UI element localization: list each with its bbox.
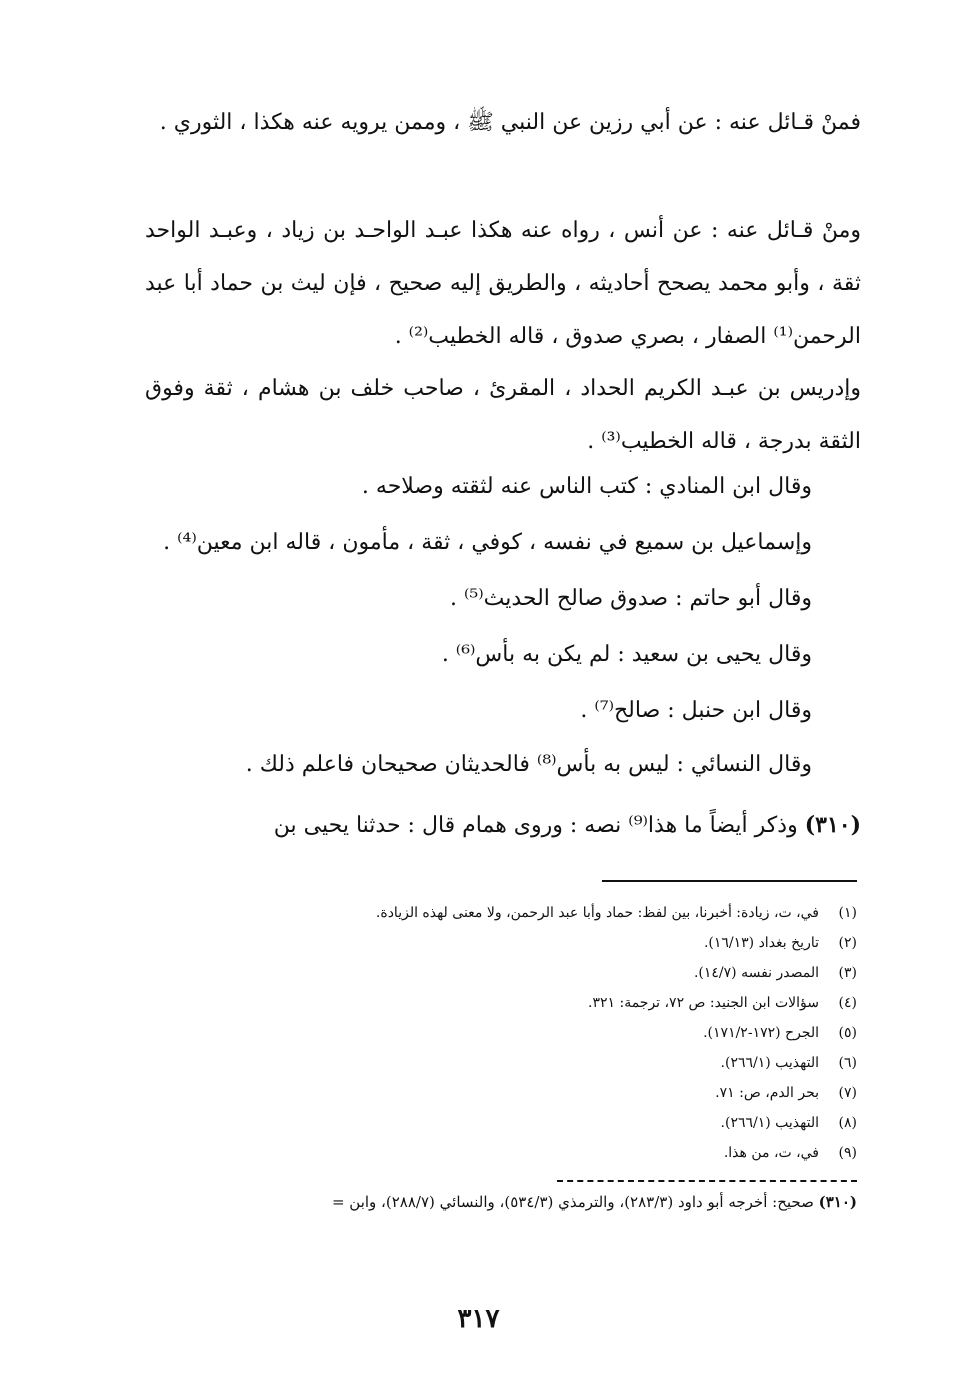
footnote-text: تاريخ بغداد (١٦/١٣). [703,935,819,951]
footnote-number: (٩) [838,1145,857,1161]
footnote-number: (٢) [838,935,857,951]
footnote-text: بحر الدم، ص: ٧١. [715,1085,819,1101]
footnote-text: المصدر نفسه (١٤/٧). [693,965,819,981]
footnote-text: التهذيب (٢٦٦/١). [720,1055,819,1071]
takhrij-note [92,1193,857,1211]
footnote-text: سؤالات ابن الجنيد: ص ٧٢، ترجمة: ٣٢١. [588,995,819,1011]
footnote [137,1018,857,1048]
body-line-ibn-munadi: وقال ابن المنادي : كتب الناس عنه لثقته وصلاحه . [361,474,812,499]
footnote-text: في، ت، من هذا. [723,1145,819,1161]
footnote-number: (١) [838,905,857,921]
hadith-number: (٣١٠) [804,812,861,838]
footnote [137,1078,857,1108]
footnotes [137,898,857,1168]
hadith-line [145,812,861,838]
body-paragraph-3: وإدريس بن عبـد الكريم الحداد ، المقرئ ، صاحب خلف بن هشام ، ثقة وفوق الثقة بدرجة ، قاله الخطيب⁽³⁾ . [145,376,861,454]
footnote-number: (٥) [838,1025,857,1041]
body-line-nasai: وقال النسائي : ليس به بأس⁽⁸⁾ فالحديثان صحيحان فاعلم ذلك . [245,752,812,777]
body-line-ibn-hanbal: وقال ابن حنبل : صالح⁽⁷⁾ . [580,698,812,723]
footnote-number: (٧) [838,1085,857,1101]
footnote-number: (٣) [838,965,857,981]
takhrij-separator [557,1180,857,1182]
takhrij-number: (٣١٠) [818,1193,857,1211]
body-line-abu-hatim: وقال أبو حاتم : صدوق صالح الحديث⁽⁵⁾ . [450,586,812,611]
footnote [137,958,857,988]
body-line-ismail: وإسماعيل بن سميع في نفسه ، كوفي ، ثقة ، مأمون ، قاله ابن معين⁽⁴⁾ . [163,530,812,555]
footnote-number: (٨) [838,1115,857,1131]
body-paragraph-2: ومنْ قـائل عنه : عن أنس ، رواه عنه هكذا عبـد الواحـد بن زياد ، وعبـد الواحد ثقة ، وأبو محمد يصحح أحاديثه ، والطريق إليه صحيح ، فإن ليث بن حماد أبا عبد الرحمن⁽¹⁾ الصفار ، بصري صدوق ، قاله الخطيب⁽²⁾ . [145,218,861,349]
footnote-separator [602,880,857,882]
footnote [137,1108,857,1138]
footnote [137,988,857,1018]
footnote-text: الجرح (١٧٢-١٧١/٢). [703,1025,819,1041]
footnote [137,898,857,928]
footnote [137,928,857,958]
body-paragraph-1: فمنْ قـائل عنه : عن أبي رزين عن النبي ﷺ ، وممن يرويه عنه هكذا ، الثوري . [159,110,861,135]
body-line-yahya: وقال يحيى بن سعيد : لم يكن به بأس⁽⁶⁾ . [441,642,812,667]
footnote-text: في، ت، زيادة: أخبرنا، بين لفظ: حماد وأبا عبد الرحمن، ولا معنى لهذه الزيادة. [375,905,819,921]
footnote [137,1048,857,1078]
footnote [137,1138,857,1168]
takhrij-text: صحيح: أخرجه أبو داود (٢٨٣/٣)، والترمذي (٥٣٤/٣)، والنسائي (٢٨٨/٧)، وابن = [331,1193,814,1211]
hadith-text: وذكر أيضاً ما هذا⁽⁹⁾ نصه : وروى همام قال : حدثنا يحيى بن [273,813,798,838]
footnote-number: (٤) [838,995,857,1011]
footnote-text: التهذيب (٢٦٦/١). [720,1115,819,1131]
footnote-number: (٦) [838,1055,857,1071]
page-number: ٣١٧ [457,1304,500,1334]
